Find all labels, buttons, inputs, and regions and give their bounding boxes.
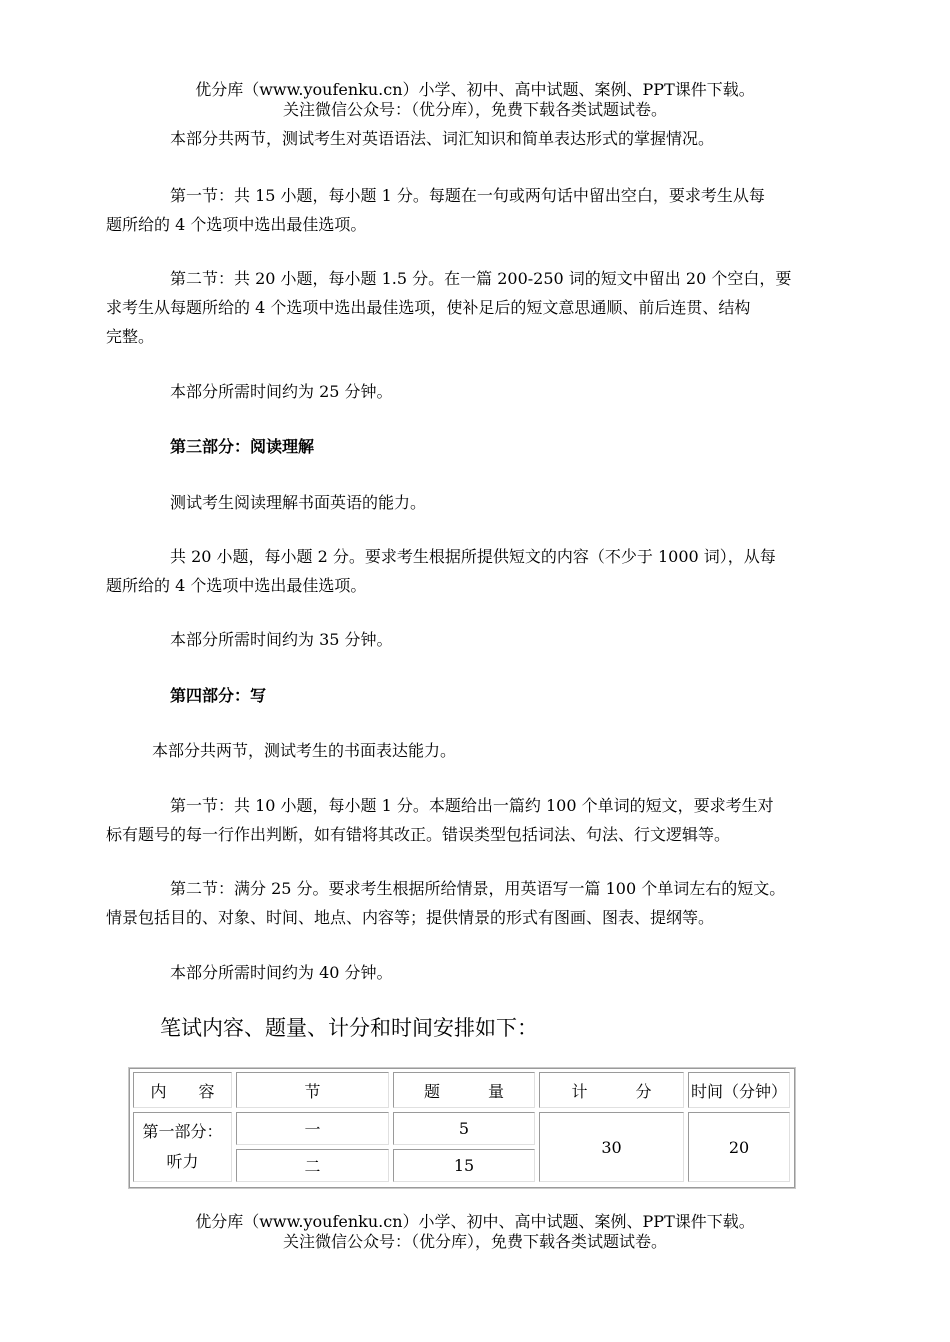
footer-line-2: 关注微信公众号：（优分库），免费下载各类试题试卷。: [282, 1232, 667, 1251]
header-line-1: 优分库（www.youfenku.cn）小学、初中、高中试题、案例、PPT课件下载。: [195, 80, 755, 99]
part3-line1: 共 20 小题，每小题 2 分。要求考生根据所提供短文的内容（不少于 1000 词），从每: [170, 547, 776, 566]
part2-intro: 本部分共两节，测试考生对英语语法、词汇知识和简单表达形式的掌握情况。: [170, 129, 715, 148]
section-two: 二: [236, 1149, 389, 1182]
table-row-part: [133, 1112, 232, 1182]
part4-time: 本部分所需时间约为 40 分钟。: [170, 963, 393, 982]
section-one: 一: [236, 1112, 389, 1145]
part3-time: 本部分所需时间约为 35 分钟。: [170, 630, 393, 649]
part2-section2-line3: 完整。: [106, 327, 155, 346]
part2-time: 本部分所需时间约为 25 分钟。: [170, 382, 393, 401]
header-quantity: 题 量: [393, 1072, 535, 1108]
schedule-title: 笔试内容、题量、计分和时间安排如下：: [160, 1016, 538, 1040]
footer-line-1: 优分库（www.youfenku.cn）小学、初中、高中试题、案例、PPT课件下载。: [195, 1212, 755, 1231]
part3-title: 第三部分：阅读理解: [170, 437, 315, 456]
part2-section2-line1: 第二节：共 20 小题，每小题 1.5 分。在一篇 200-250 词的短文中留出 20 个空白，要: [170, 269, 792, 288]
score-value: 30: [539, 1112, 684, 1182]
part3-line2: 题所给的 4 个选项中选出最佳选项。: [106, 576, 367, 595]
part4-section1-line2: 标有题号的每一行作出判断，如有错将其改正。错误类型包括词法、句法、行文逻辑等。: [106, 825, 731, 844]
quantity-one: 5: [393, 1112, 535, 1145]
time-value: 20: [688, 1112, 790, 1182]
part3-desc: 测试考生阅读理解书面英语的能力。: [170, 493, 427, 512]
part2-section2-line2: 求考生从每题所给的 4 个选项中选出最佳选项，使补足后的短文意思通顺、前后连贯、结构: [106, 298, 751, 317]
header-section: 节: [236, 1072, 389, 1108]
schedule-table: [128, 1067, 796, 1189]
header-line-2: 关注微信公众号：（优分库），免费下载各类试题试卷。: [282, 100, 667, 119]
header-content: 内 容: [133, 1072, 232, 1108]
part-label-line2: 听力: [166, 1152, 199, 1171]
header-score: 计 分: [539, 1072, 684, 1108]
part2-section1-line1: 第一节：共 15 小题，每小题 1 分。每题在一句或两句话中留出空白，要求考生从每: [170, 186, 765, 205]
part2-section1-line2: 题所给的 4 个选项中选出最佳选项。: [106, 215, 367, 234]
part4-section1-line1: 第一节：共 10 小题，每小题 1 分。本题给出一篇约 100 个单词的短文，要求考生对: [170, 796, 774, 815]
header-time: 时间（分钟）: [688, 1072, 790, 1108]
part4-section2-line2: 情景包括目的、对象、时间、地点、内容等；提供情景的形式有图画、图表、提纲等。: [106, 908, 715, 927]
part-label-line1: 第一部分：: [142, 1122, 223, 1141]
part4-section2-line1: 第二节：满分 25 分。要求考生根据所给情景，用英语写一篇 100 个单词左右的短文。: [170, 879, 786, 898]
quantity-two: 15: [393, 1149, 535, 1182]
part4-title: 第四部分：写: [170, 686, 267, 705]
part4-intro: 本部分共两节，测试考生的书面表达能力。: [152, 741, 457, 760]
